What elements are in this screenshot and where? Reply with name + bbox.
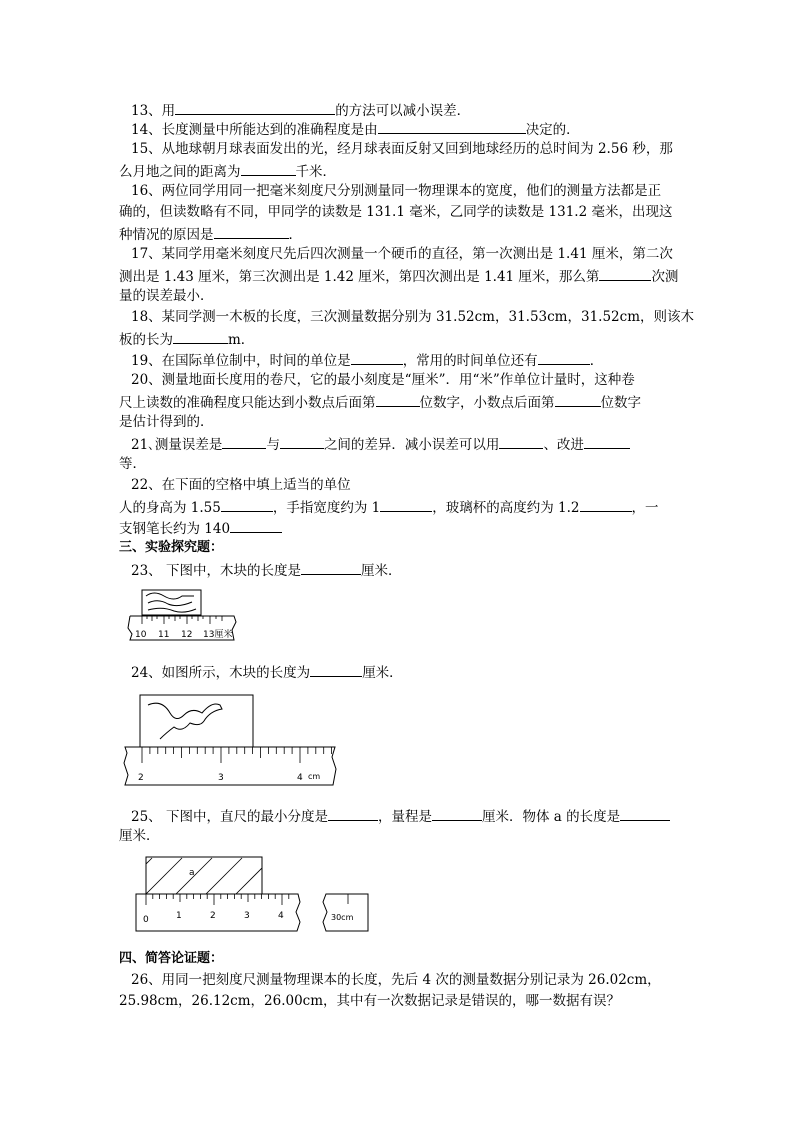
answer-blank[interactable] xyxy=(620,806,670,821)
answer-blank[interactable] xyxy=(376,392,420,407)
question-13: 13、用 的方法可以减小误差． xyxy=(131,100,470,120)
tick-label: 2 xyxy=(138,773,144,783)
question-17-line3: 量的误差最小． xyxy=(119,288,214,304)
question-23: 23、 下图中，木块的长度是 厘米． xyxy=(131,560,401,580)
answer-blank[interactable] xyxy=(380,497,432,512)
figure-25-ruler xyxy=(132,856,377,936)
answer-blank[interactable] xyxy=(599,266,651,281)
tick-label: 3 xyxy=(244,911,250,921)
question-20-line3: 是估计得到的． xyxy=(119,414,214,430)
section-3-heading: 三、实验探究题： xyxy=(119,540,224,555)
end-label: 30cm xyxy=(331,913,354,922)
question-26-line1: 26、用同一把刻度尺测量物理课本的长度，先后 4 次的测量数据分别记录为 26.02cm， xyxy=(131,972,661,988)
question-16-line2: 确的，但读数略有不同，甲同学的读数是 131.1 毫米，乙同学的读数是 131.2 毫米，出现这 xyxy=(119,204,673,220)
question-19: 19、在国际单位制中，时间的单位是 ，常用的时间单位还有 ． xyxy=(131,350,603,370)
answer-blank[interactable] xyxy=(432,806,482,821)
question-17-line1: 17、某同学用毫米刻度尺先后四次测量一个硬币的直径，第一次测出是 1.41 厘米，第二次 xyxy=(131,246,673,262)
question-18-line2: 板的长为 m． xyxy=(119,329,254,349)
question-26-line2: 25.98cm，26.12cm，26.00cm，其中有一次数据记录是错误的，哪一数据有误？ xyxy=(119,993,621,1009)
question-20-line1: 20、测量地面长度用的卷尺，它的最小刻度是“厘米”．用“米”作单位计量时，这种卷 xyxy=(131,372,635,388)
answer-blank[interactable] xyxy=(222,434,266,449)
answer-blank[interactable] xyxy=(499,434,543,449)
question-24: 24、如图所示，木块的长度为 厘米． xyxy=(131,662,403,682)
tick-label: 3 xyxy=(218,773,224,783)
question-16-line1: 16、两位同学用同一把毫米刻度尺分别测量同一物理课本的宽度，他们的测量方法都是正 xyxy=(131,183,662,199)
figure-23-ruler xyxy=(124,588,244,646)
question-22-line3: 支钢笔长约为 140 xyxy=(119,518,282,538)
answer-blank[interactable] xyxy=(230,518,282,533)
answer-blank[interactable] xyxy=(580,497,632,512)
answer-blank[interactable] xyxy=(175,100,335,115)
answer-blank[interactable] xyxy=(328,806,378,821)
object-a xyxy=(146,857,262,894)
question-20-line2: 尺上读数的准确程度只能达到小数点后面第 位数字，小数点后面第 位数字 xyxy=(119,392,641,412)
tick-label: 10 xyxy=(135,630,147,640)
ruler-body xyxy=(124,747,336,785)
question-18-line1: 18、某同学测一木板的长度，三次测量数据分别为 31.52cm，31.53cm，31.52cm，则该木 xyxy=(131,309,694,325)
tick-label: 11 xyxy=(158,630,170,640)
tick-label: 12 xyxy=(181,630,193,640)
answer-blank[interactable] xyxy=(351,350,403,365)
tick-label: 1 xyxy=(176,911,182,921)
question-14: 14、长度测量中所能达到的准确程度是由 决定的． xyxy=(131,119,580,139)
answer-blank[interactable] xyxy=(310,662,362,677)
question-15-line2: 么月地之间的距离为 千米． xyxy=(119,161,336,181)
tick-label: 4 xyxy=(297,773,303,783)
answer-blank[interactable] xyxy=(221,497,273,512)
question-22-line1: 22、在下面的空格中填上适当的单位 xyxy=(131,477,351,493)
question-25: 25、 下图中，直尺的最小分度是 ，量程是 厘米．物体 a 的长度是 xyxy=(131,806,670,826)
answer-blank[interactable] xyxy=(241,161,296,176)
answer-blank[interactable] xyxy=(301,560,361,575)
tick-label: 13厘米 xyxy=(203,630,233,640)
section-4-heading: 四、简答论证题： xyxy=(119,951,224,966)
question-21: 21､测量误差是 与 之间的差异．减小误差可以用 、改进 xyxy=(131,434,630,454)
answer-blank[interactable] xyxy=(584,434,630,449)
ruler-body xyxy=(136,894,300,931)
question-25-line2: 厘米． xyxy=(119,828,160,844)
question-21-line2: 等． xyxy=(119,456,146,472)
answer-blank[interactable] xyxy=(555,392,601,407)
tick-label: 2 xyxy=(210,911,216,921)
figure-24-ruler xyxy=(120,693,340,791)
tick-label: 4 xyxy=(278,911,284,921)
question-15-line1: 15、从地球朝月球表面发出的光，经月球表面反射又回到地球经历的总时间为 2.56 秒，那 xyxy=(131,141,673,157)
answer-blank[interactable] xyxy=(214,224,289,239)
answer-blank[interactable] xyxy=(378,119,526,134)
answer-blank[interactable] xyxy=(280,434,324,449)
answer-blank[interactable] xyxy=(173,329,228,344)
question-22-line2: 人的身高为 1.55 ，手指宽度约为 1 ，玻璃杯的高度约为 1.2 ，一 xyxy=(119,497,659,517)
object-a-label: a xyxy=(189,868,195,878)
question-16-line3: 种情况的原因是 ． xyxy=(119,224,302,244)
tick-label: 0 xyxy=(143,915,149,925)
answer-blank[interactable] xyxy=(538,350,590,365)
question-17-line2: 测出是 1.43 厘米，第三次测出是 1.42 厘米，第四次测出是 1.41 厘米，那么第 次测 xyxy=(119,266,678,286)
unit-label: cm xyxy=(308,772,321,781)
